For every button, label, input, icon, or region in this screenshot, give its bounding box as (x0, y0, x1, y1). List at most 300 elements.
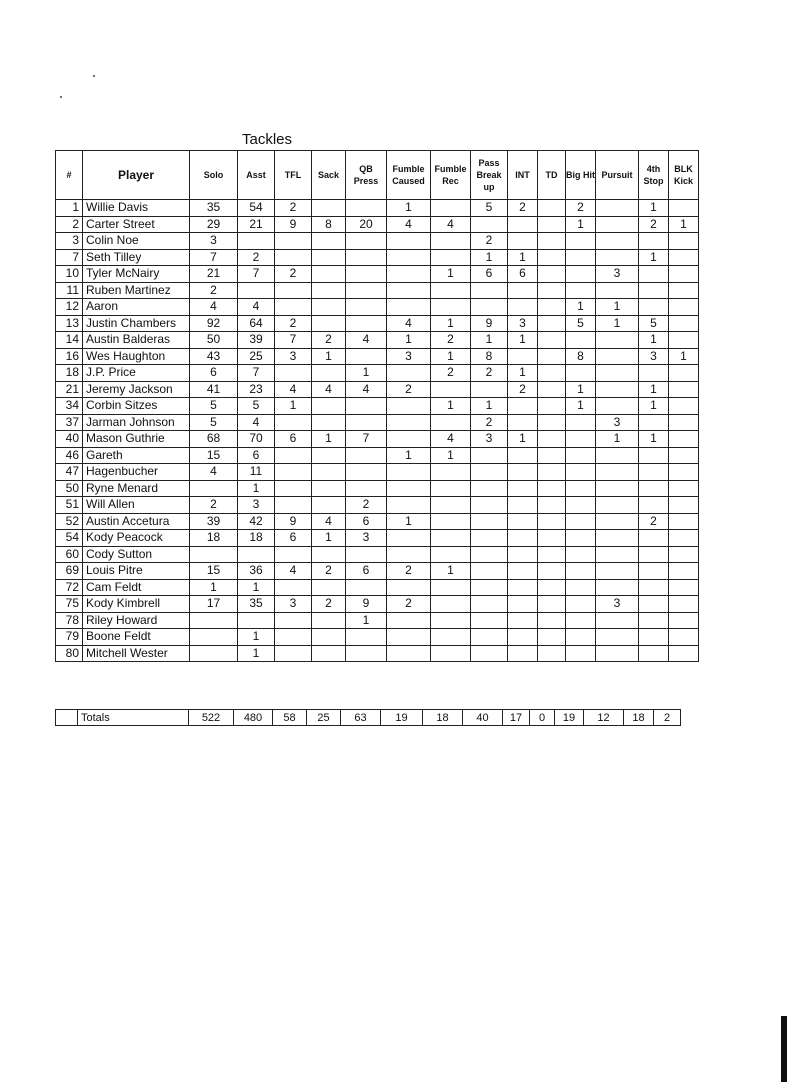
cell-pursuit (596, 216, 639, 233)
cell-int (508, 530, 538, 547)
cell-blk-kick (669, 563, 699, 580)
cell-qb-press: 1 (346, 365, 387, 382)
cell-td (538, 414, 566, 431)
cell-fumble-caused (387, 629, 431, 646)
totals-sack: 25 (307, 710, 341, 726)
cell-pass-break-up: 2 (471, 233, 508, 250)
table-row (56, 365, 699, 382)
cell-pursuit: 1 (596, 315, 639, 332)
cell-fumble-rec: 1 (431, 447, 471, 464)
cell-qb-press (346, 233, 387, 250)
cell-asst: 1 (238, 645, 275, 662)
cell-int (508, 398, 538, 415)
cell-int: 1 (508, 431, 538, 448)
cell-sack (312, 233, 346, 250)
cell-blk-kick (669, 249, 699, 266)
cell-tfl (275, 447, 312, 464)
cell-number: 21 (56, 381, 83, 398)
cell-player: Jeremy Jackson (83, 381, 190, 398)
table-row (56, 546, 699, 563)
cell-big-hit (566, 266, 596, 283)
cell-tfl: 4 (275, 381, 312, 398)
cell-number: 13 (56, 315, 83, 332)
cell-qb-press (346, 398, 387, 415)
cell-tfl: 6 (275, 530, 312, 547)
cell-number: 79 (56, 629, 83, 646)
cell-player: Louis Pitre (83, 563, 190, 580)
cell-td (538, 629, 566, 646)
table-row (56, 266, 699, 283)
cell-blk-kick (669, 447, 699, 464)
table-row (56, 612, 699, 629)
cell-player: Justin Chambers (83, 315, 190, 332)
cell-blk-kick (669, 299, 699, 316)
cell-number: 10 (56, 266, 83, 283)
cell-asst: 4 (238, 414, 275, 431)
cell-int (508, 513, 538, 530)
cell-asst: 35 (238, 596, 275, 613)
totals-pursuit: 12 (584, 710, 624, 726)
cell-pass-break-up (471, 381, 508, 398)
cell-fumble-caused: 4 (387, 315, 431, 332)
col-header-int: INT (508, 151, 538, 200)
totals-label: Totals (78, 710, 189, 726)
cell-int (508, 282, 538, 299)
cell-fumble-rec (431, 249, 471, 266)
col-header-pass-break-up: Pass Break up (471, 151, 508, 200)
totals-qb-press: 63 (341, 710, 381, 726)
cell-player: Aaron (83, 299, 190, 316)
col-header-player: Player (83, 151, 190, 200)
cell-sack: 2 (312, 563, 346, 580)
cell-pass-break-up: 6 (471, 266, 508, 283)
cell-pass-break-up: 9 (471, 315, 508, 332)
cell-pass-break-up: 5 (471, 200, 508, 217)
cell-blk-kick (669, 414, 699, 431)
table-row (56, 629, 699, 646)
cell-sack: 4 (312, 381, 346, 398)
cell-4th-stop: 3 (639, 348, 669, 365)
cell-int (508, 447, 538, 464)
cell-asst: 4 (238, 299, 275, 316)
cell-asst: 1 (238, 579, 275, 596)
cell-tfl: 3 (275, 348, 312, 365)
table-row (56, 530, 699, 547)
cell-fumble-caused (387, 233, 431, 250)
cell-asst: 42 (238, 513, 275, 530)
cell-4th-stop (639, 464, 669, 481)
cell-big-hit (566, 480, 596, 497)
cell-solo (190, 645, 238, 662)
cell-player: Cam Feldt (83, 579, 190, 596)
cell-tfl (275, 480, 312, 497)
cell-fumble-rec (431, 612, 471, 629)
cell-number: 60 (56, 546, 83, 563)
cell-int (508, 299, 538, 316)
cell-qb-press (346, 546, 387, 563)
cell-player: Colin Noe (83, 233, 190, 250)
cell-sack (312, 249, 346, 266)
cell-big-hit: 1 (566, 381, 596, 398)
cell-pursuit (596, 579, 639, 596)
cell-int (508, 645, 538, 662)
cell-solo: 92 (190, 315, 238, 332)
cell-solo: 2 (190, 282, 238, 299)
header-row (56, 151, 699, 200)
cell-blk-kick (669, 398, 699, 415)
cell-big-hit (566, 233, 596, 250)
cell-int: 1 (508, 249, 538, 266)
table-row (56, 579, 699, 596)
page-title: Tackles (242, 131, 293, 148)
cell-big-hit (566, 530, 596, 547)
cell-blk-kick (669, 233, 699, 250)
cell-asst: 64 (238, 315, 275, 332)
cell-sack (312, 612, 346, 629)
cell-fumble-caused (387, 546, 431, 563)
cell-pursuit (596, 282, 639, 299)
cell-fumble-rec (431, 480, 471, 497)
cell-pass-break-up: 8 (471, 348, 508, 365)
cell-number: 50 (56, 480, 83, 497)
scan-edge-mark (781, 1016, 787, 1082)
cell-td (538, 431, 566, 448)
cell-solo: 17 (190, 596, 238, 613)
cell-qb-press (346, 629, 387, 646)
cell-solo: 29 (190, 216, 238, 233)
cell-tfl: 2 (275, 266, 312, 283)
cell-pursuit (596, 513, 639, 530)
cell-pursuit (596, 398, 639, 415)
cell-big-hit: 8 (566, 348, 596, 365)
cell-player: Wes Haughton (83, 348, 190, 365)
cell-tfl (275, 299, 312, 316)
cell-pass-break-up (471, 299, 508, 316)
cell-blk-kick (669, 645, 699, 662)
cell-int (508, 480, 538, 497)
cell-fumble-rec (431, 200, 471, 217)
cell-int (508, 464, 538, 481)
cell-4th-stop (639, 612, 669, 629)
cell-pursuit (596, 200, 639, 217)
cell-qb-press: 4 (346, 381, 387, 398)
cell-4th-stop: 1 (639, 398, 669, 415)
cell-fumble-caused: 3 (387, 348, 431, 365)
cell-asst: 1 (238, 480, 275, 497)
cell-blk-kick (669, 612, 699, 629)
cell-fumble-rec (431, 464, 471, 481)
cell-blk-kick: 1 (669, 216, 699, 233)
cell-pursuit: 3 (596, 414, 639, 431)
cell-sack (312, 282, 346, 299)
cell-tfl: 4 (275, 563, 312, 580)
cell-blk-kick (669, 431, 699, 448)
cell-fumble-rec: 2 (431, 332, 471, 349)
cell-solo: 41 (190, 381, 238, 398)
cell-td (538, 315, 566, 332)
cell-fumble-caused (387, 579, 431, 596)
cell-pass-break-up (471, 563, 508, 580)
cell-pass-break-up (471, 530, 508, 547)
cell-qb-press (346, 299, 387, 316)
cell-asst: 70 (238, 431, 275, 448)
cell-pursuit: 3 (596, 266, 639, 283)
cell-qb-press: 1 (346, 612, 387, 629)
cell-fumble-rec: 1 (431, 315, 471, 332)
cell-fumble-caused: 4 (387, 216, 431, 233)
cell-number: 52 (56, 513, 83, 530)
cell-pass-break-up: 3 (471, 431, 508, 448)
totals-row (56, 710, 681, 726)
cell-big-hit (566, 645, 596, 662)
cell-int (508, 612, 538, 629)
cell-player: Willie Davis (83, 200, 190, 217)
cell-qb-press (346, 579, 387, 596)
cell-fumble-rec (431, 530, 471, 547)
table-row (56, 480, 699, 497)
cell-blk-kick (669, 282, 699, 299)
cell-td (538, 249, 566, 266)
cell-tfl: 2 (275, 200, 312, 217)
cell-asst (238, 546, 275, 563)
cell-big-hit (566, 629, 596, 646)
cell-big-hit: 1 (566, 299, 596, 316)
cell-solo: 35 (190, 200, 238, 217)
cell-tfl: 1 (275, 398, 312, 415)
cell-qb-press (346, 249, 387, 266)
cell-asst: 5 (238, 398, 275, 415)
cell-player: J.P. Price (83, 365, 190, 382)
cell-pass-break-up (471, 612, 508, 629)
cell-solo: 5 (190, 414, 238, 431)
cell-pursuit: 1 (596, 431, 639, 448)
cell-pass-break-up (471, 513, 508, 530)
cell-fumble-caused: 1 (387, 332, 431, 349)
cell-blk-kick (669, 365, 699, 382)
scan-speck (60, 96, 62, 98)
totals-td: 0 (530, 710, 555, 726)
cell-player: Will Allen (83, 497, 190, 514)
cell-player: Ruben Martinez (83, 282, 190, 299)
cell-big-hit (566, 579, 596, 596)
cell-int: 1 (508, 365, 538, 382)
cell-number: 47 (56, 464, 83, 481)
cell-blk-kick (669, 266, 699, 283)
cell-td (538, 480, 566, 497)
totals-asst: 480 (234, 710, 273, 726)
cell-blk-kick (669, 480, 699, 497)
cell-pass-break-up (471, 645, 508, 662)
cell-sack: 1 (312, 348, 346, 365)
cell-tfl (275, 414, 312, 431)
cell-fumble-caused (387, 530, 431, 547)
cell-number: 46 (56, 447, 83, 464)
cell-asst: 1 (238, 629, 275, 646)
cell-qb-press (346, 282, 387, 299)
cell-number: 14 (56, 332, 83, 349)
cell-qb-press (346, 414, 387, 431)
table-row (56, 464, 699, 481)
cell-pass-break-up (471, 546, 508, 563)
cell-pass-break-up (471, 497, 508, 514)
cell-sack (312, 414, 346, 431)
cell-int (508, 546, 538, 563)
cell-4th-stop (639, 579, 669, 596)
cell-sack (312, 464, 346, 481)
table-row (56, 216, 699, 233)
cell-big-hit (566, 464, 596, 481)
cell-td (538, 332, 566, 349)
cell-pursuit (596, 348, 639, 365)
cell-qb-press: 2 (346, 497, 387, 514)
cell-td (538, 464, 566, 481)
cell-4th-stop (639, 233, 669, 250)
cell-qb-press (346, 645, 387, 662)
cell-solo: 1 (190, 579, 238, 596)
cell-qb-press (346, 447, 387, 464)
cell-asst: 18 (238, 530, 275, 547)
cell-solo (190, 629, 238, 646)
cell-solo: 4 (190, 464, 238, 481)
cell-blk-kick (669, 381, 699, 398)
cell-tfl (275, 233, 312, 250)
cell-pursuit (596, 563, 639, 580)
cell-4th-stop: 1 (639, 200, 669, 217)
table-row (56, 315, 699, 332)
cell-td (538, 348, 566, 365)
totals-big-hit: 19 (555, 710, 584, 726)
cell-qb-press: 6 (346, 513, 387, 530)
cell-big-hit: 1 (566, 216, 596, 233)
cell-fumble-caused (387, 249, 431, 266)
table-row (56, 282, 699, 299)
cell-asst: 23 (238, 381, 275, 398)
cell-player: Kody Kimbrell (83, 596, 190, 613)
cell-asst: 39 (238, 332, 275, 349)
cell-big-hit (566, 546, 596, 563)
cell-fumble-rec: 1 (431, 398, 471, 415)
cell-blk-kick (669, 596, 699, 613)
cell-tfl: 9 (275, 513, 312, 530)
cell-pursuit (596, 249, 639, 266)
cell-sack (312, 645, 346, 662)
cell-td (538, 596, 566, 613)
cell-sack: 8 (312, 216, 346, 233)
cell-fumble-caused: 1 (387, 200, 431, 217)
cell-int (508, 629, 538, 646)
cell-big-hit (566, 513, 596, 530)
cell-fumble-rec (431, 596, 471, 613)
cell-td (538, 530, 566, 547)
cell-tfl: 6 (275, 431, 312, 448)
cell-td (538, 299, 566, 316)
cell-td (538, 266, 566, 283)
cell-sack (312, 480, 346, 497)
col-header-big-hit: Big Hit (566, 151, 596, 200)
cell-solo: 15 (190, 563, 238, 580)
col-header-solo: Solo (190, 151, 238, 200)
cell-solo: 6 (190, 365, 238, 382)
cell-player: Cody Sutton (83, 546, 190, 563)
cell-int (508, 579, 538, 596)
cell-td (538, 612, 566, 629)
cell-td (538, 563, 566, 580)
cell-asst: 3 (238, 497, 275, 514)
cell-pursuit (596, 447, 639, 464)
tackles-table (55, 150, 699, 662)
cell-blk-kick (669, 629, 699, 646)
cell-big-hit (566, 365, 596, 382)
cell-td (538, 398, 566, 415)
cell-solo: 4 (190, 299, 238, 316)
cell-big-hit (566, 563, 596, 580)
totals-blank-cell (56, 710, 78, 726)
cell-big-hit (566, 596, 596, 613)
cell-blk-kick (669, 315, 699, 332)
cell-fumble-caused (387, 398, 431, 415)
cell-sack (312, 579, 346, 596)
col-header-qb-press: QB Press (346, 151, 387, 200)
cell-number: 12 (56, 299, 83, 316)
table-row (56, 249, 699, 266)
cell-int (508, 233, 538, 250)
cell-td (538, 365, 566, 382)
cell-solo (190, 546, 238, 563)
cell-solo: 21 (190, 266, 238, 283)
col-header-sack: Sack (312, 151, 346, 200)
cell-int (508, 596, 538, 613)
cell-number: 37 (56, 414, 83, 431)
col-header-fumble-caused: Fumble Caused (387, 151, 431, 200)
cell-4th-stop (639, 497, 669, 514)
cell-qb-press (346, 348, 387, 365)
cell-fumble-rec (431, 497, 471, 514)
col-header-fumble-rec: Fumble Rec (431, 151, 471, 200)
cell-blk-kick: 1 (669, 348, 699, 365)
cell-td (538, 497, 566, 514)
cell-qb-press: 6 (346, 563, 387, 580)
cell-fumble-caused: 2 (387, 381, 431, 398)
cell-sack (312, 398, 346, 415)
cell-fumble-caused: 2 (387, 563, 431, 580)
cell-4th-stop (639, 563, 669, 580)
cell-pursuit (596, 365, 639, 382)
cell-pursuit (596, 629, 639, 646)
totals-blk-kick: 2 (654, 710, 681, 726)
cell-fumble-caused: 1 (387, 447, 431, 464)
col-header-asst: Asst (238, 151, 275, 200)
cell-4th-stop (639, 629, 669, 646)
cell-sack (312, 266, 346, 283)
cell-player: Hagenbucher (83, 464, 190, 481)
cell-big-hit: 5 (566, 315, 596, 332)
cell-td (538, 546, 566, 563)
cell-int: 1 (508, 332, 538, 349)
col-header-number: # (56, 151, 83, 200)
cell-4th-stop (639, 480, 669, 497)
cell-solo (190, 612, 238, 629)
cell-fumble-rec (431, 579, 471, 596)
cell-int (508, 497, 538, 514)
cell-asst (238, 612, 275, 629)
cell-big-hit (566, 282, 596, 299)
cell-fumble-rec (431, 282, 471, 299)
cell-qb-press: 20 (346, 216, 387, 233)
cell-big-hit (566, 497, 596, 514)
cell-4th-stop (639, 596, 669, 613)
cell-player: Boone Feldt (83, 629, 190, 646)
totals-solo: 522 (189, 710, 234, 726)
